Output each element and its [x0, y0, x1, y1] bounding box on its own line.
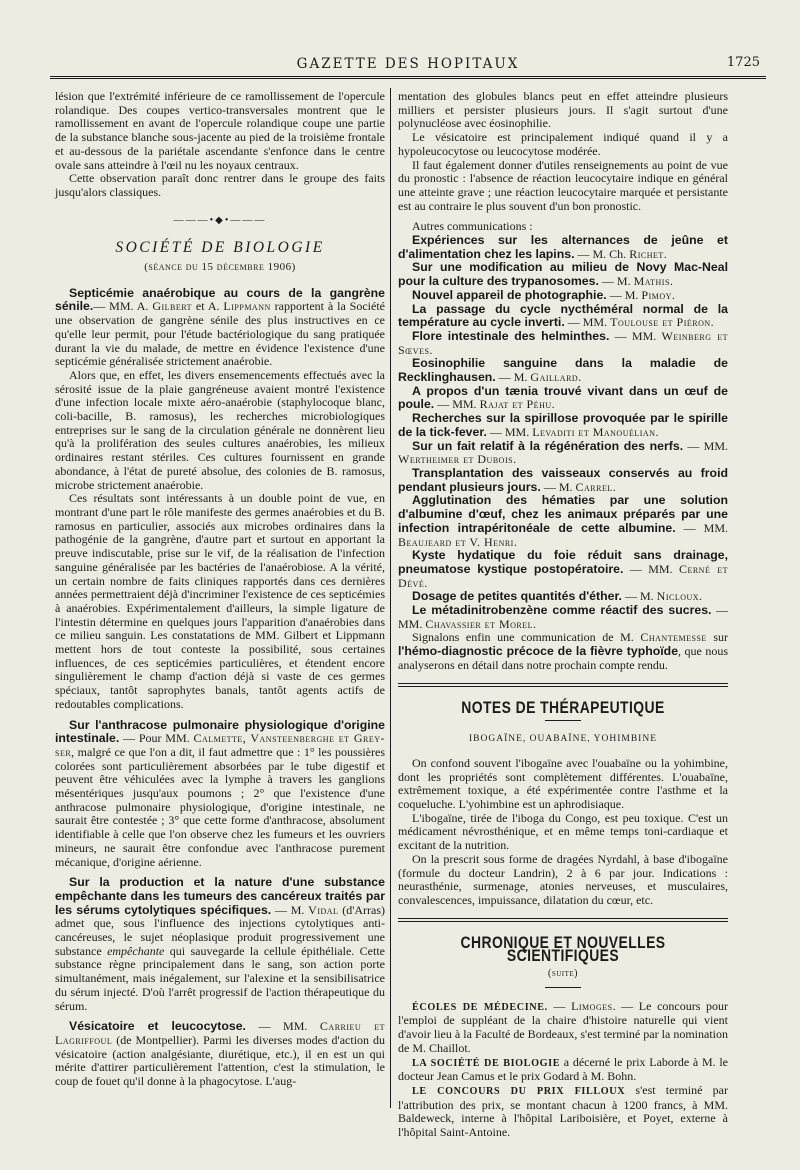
author-name: Weinberg et Sœves — [398, 328, 729, 357]
article-title: Vésicatoire et leucocytose. — [69, 1019, 246, 1034]
communication-title: Recherches sur la spirillose provoquée par le spirille de la tick-fever. — [398, 411, 728, 439]
communication-title: Kyste hydatique du foie réduit sans drainage, pneumatose kystique postopératoire. — [398, 548, 728, 576]
communication-item: Agglutination des hématies par une solution d'albumine d'œuf, chez les animaux préparés par une infection intrapéritonéale de cette albumine. — MM. Beaujeard et V. Henri. — [398, 493, 728, 549]
communication-item: Transplantation des vaisseaux conservés au froid pendant plusieurs jours. — M. Carrel. — [398, 465, 728, 494]
article-title: Sur l'anthracose pulmonaire physiologique d'origine intestinale. — [55, 717, 385, 746]
communication-title: Dosage de petites quantités d'éther. — [412, 589, 622, 604]
right-column — [398, 90, 728, 1140]
communication-item: Eosinophilie sanguine dans la maladie de Recklinghausen. — M. Gaillard. — [398, 356, 728, 385]
article-anthracose: Sur l'anthracose pulmonaire physiologique d'origine intestinale. — Pour MM. Calmette, Vansteenberghe et Grey-ser, malgré ce que l'on a dit, il faut admettre que : 1° les poussières colorées sont particulièrement absorbées par le tube digestif et peuvent être véhiculées avec la lymphe à travers les ganglions mésentériques jusqu'aux poumons ; 2° que l'existence d'une anthracose pulmonaire physiologique, d'origine intestinale, ne saurait être contestée ; 3° que cette forme d'anthracose, absolument identifiable à celle que l'on observe chez les fumeurs et les ouvriers mineurs, ne saurait être confondue avec l'anthracose purement mécanique, d'origine aérienne. — [55, 717, 385, 869]
page-header — [50, 50, 766, 76]
section-subtitle: (séance du 15 décembre 1906) — [144, 261, 296, 274]
author-name: Gilbert — [152, 299, 193, 314]
section-title: SOCIÉTÉ DE BIOLOGIE — [115, 239, 325, 257]
communication-item: Flore intestinale des helminthes. — MM. Weinberg et Sœves. — [398, 328, 729, 357]
article-septicemie: Septicémie anaérobique au cours de la gangrène sénile.— MM. A. Gilbert et A. Lippmann rapportent à la Société une observation de gangrène sénile des plus instructives en ce qu'elle leur permit, pour l'étude bactériologique du sang pratiquée durant la vie du malade, de mettre en évidence l'existence d'une septicémie généralisée strictement anaérobie. — [55, 285, 386, 369]
header-rule-2 — [50, 78, 766, 79]
page-number: 1725 — [726, 55, 760, 70]
communication-title: Transplantation des vaisseaux conservés au froid pendant plusieurs jours. — [398, 465, 728, 494]
communication-title: La passage du cycle nycthéméral normal de la température au cycle inverti. — [398, 301, 728, 330]
author-name: Beaujeard et V. Henri — [398, 534, 514, 549]
communication-title: Expériences sur les alternances de jeûne et d'alimentation chez les lapins. — [398, 233, 728, 261]
communication-item: Nouvel appareil de photographie. — M. Pimoy. — [412, 287, 675, 302]
communication-title: Eosinophilie sanguine dans la maladie de Recklinghausen. — [398, 356, 728, 385]
notes-therapeutique-title: NOTES DE THÉRAPEUTIQUE — [461, 697, 665, 717]
other-communications-label: Autres communications : — [412, 219, 533, 234]
article-vesicatoire: Vésicatoire et leucocytose. — MM. Carrieu et Lagriffoul (de Montpellier). Parmi les diverses modes d'action du vésicatoire (action analgésiante, diurétique, etc.), il en est un qui mérite d'attirer particulièrement l'attention, c'est la stimulation, le coup de fouet qu'il donne à la phagocytose. L'aug- — [55, 1019, 385, 1089]
communication-title: A propos d'un tænia trouvé vivant dans un œuf de poule. — [398, 383, 728, 412]
section-rule — [398, 918, 728, 922]
communication-item: Dosage de petites quantités d'éther. — M. Nicloux. — [412, 589, 703, 604]
author-name: Rajat et Péhu — [479, 397, 552, 412]
communication-title: Agglutination des hématies par une solution d'albumine d'œuf, chez les animaux préparés par une infection intrapéritonéale de cette albumine. — [398, 493, 728, 535]
intro-conclusion: Cette observation paraît donc rentrer dans le groupe des faits jusqu'alors classiques. — [55, 171, 385, 199]
article-paragraph: Alors que, en effet, les divers ensemencements effectués avec la sérosité issue de la plaie gangréneuse avaient montré l'existence d'une infection locale mixte aéro-anaérobie (staphylocoque blanc, coli-bacille, B. ramosus), les recherches microbiologiques entreprises sur le sang de la circulation générale ne donnèrent lieu qu'à la prolifération des seules cultures anaérobies, les milieux ordinaires restant stériles. Ces cultures fournissent en grande abondance, à l'état de pureté absolue, des colonies de B. ramosus, microbe strictement anaérobie. — [55, 367, 385, 492]
communication-title: Sur une modification au milieu de Novy Mac-Neal pour la culture des trypanosomes. — [398, 260, 728, 289]
author-name: Toulouse et Piéron — [610, 315, 711, 330]
article-title: Sur la production et la nature d'une substance empêchante dans les tumeurs des cancéreux traités par les sérums cytolytiques spécifiques. — [55, 875, 385, 917]
communication-title: Nouvel appareil de photographie. — [412, 287, 607, 302]
communication-title: Sur un fait relatif à la régénération des nerfs. — [412, 438, 684, 453]
author-name: Lippmann — [223, 299, 271, 314]
author-name: Richet — [629, 246, 664, 261]
author-name: Pimoy — [641, 287, 672, 302]
article-paragraph: Ces résultats sont intéressants à un double point de vue, en montrant d'une part le rôle manifeste des germes anaérobies et du B. ramosus en particulier, associés aux microbes ordinaires dans la pathogénie de la gangrène, d'autre part et surtout en apportant la preuve indiscutable, prise sur le vif, de la réalisation de l'infection sanguine généralisée par les bactéries de l'anaérobiose. A la vérité, un certain nombre de faits cliniques rapportés dans ces dernières années permettraient déjà d'incriminer l'existence de ces septicémies à anaérobies. Expérimentalement d'ailleurs, la simple ligature de l'intestin détermine en quelques jours l'apparition d'anaérobies dans ce milieu sanguin. Les constatations de MM. Gilbert et Lippmann mettent hors de tout conteste la possibilité, sous certaines influences, de ces septicémies particulières, et étendent encore singulièrement le champ d'action déjà si vaste de ces germes spéciaux, tantôt saprophytes banals, tantôt agents actifs de redoutables complications. — [55, 491, 385, 711]
communication-item: A propos d'un tænia trouvé vivant dans un œuf de poule. — MM. Rajat et Péhu. — [398, 383, 728, 412]
chronique-item: ÉCOLES DE MÉDECINE. — Limoges. — Le concours pour l'emploi de suppléant de la chaire d'histoire naturelle qui vient d'avoir lieu à la Faculté de Bordeaux, s'est terminé par la nomination de M. Chaillot. — [398, 998, 729, 1055]
short-rule — [545, 720, 581, 721]
author-name: Carrel — [575, 479, 613, 494]
short-rule — [545, 987, 581, 988]
communication-item: Kyste hydatique du foie réduit sans drainage, pneumatose kystique postopératoire. — MM. Cerné et Dévé. — [398, 548, 728, 590]
communication-item: Expériences sur les alternances de jeûne et d'alimentation chez les lapins. — M. Ch. Richet. — [398, 233, 728, 261]
author-name: Chavassier et Morel — [425, 616, 534, 631]
chronique-item: LE CONCOURS DU PRIX FILLOUX s'est terminé par l'attribution des prix, se montant chacun à 1200 francs, à MM. Baldeweck, interne à l'hôpital Lariboisière, et Poyet, externe à l'hôpital Saint-Antoine. — [398, 1083, 729, 1140]
drug-names: IBOGAÏNE, OUABAÏNE, YOHIMBINE — [468, 734, 658, 745]
communication-item: Le métadinitrobenzène comme réactif des sucres. — MM. Chavassier et Morel. — [398, 603, 728, 631]
paragraph: On confond souvent l'ibogaïne avec l'ouabaïne ou la yohimbine, dont les propriétés sont complètement différentes. L'ouabaïne, extrêmement toxique, a été expérimentée contre l'asthme et la coqueluche. L'yohimbine est un aphrodisiaque. — [398, 755, 728, 812]
author-name: Vidal — [308, 902, 339, 917]
communication-title: Le métadinitrobenzène comme réactif des sucres. — [412, 603, 712, 618]
author-name: Mathis — [633, 274, 670, 289]
communications-list — [398, 234, 728, 631]
author-name: Wertheimer et Dubois — [398, 452, 514, 467]
paragraph: Il faut également donner d'utiles renseignements au point de vue du pronostic : l'absence de réaction leucocytaire indique en général une atteinte grave ; une réaction leucocytaire marquée et persistante est au contraire le plus souvent d'un bon pronostic. — [398, 157, 728, 213]
ornament-divider: ———•◆•——— — [173, 214, 267, 226]
author-name: Levaditi et Manouélian — [532, 424, 656, 439]
author-name: Gaillard — [530, 370, 579, 385]
closing-communication: Signalons enfin une communication de M. Chantemesse sur l'hémo-diagnostic précoce de la fièvre typhoïde, que nous analyserons en détail dans notre prochain compte rendu. — [398, 630, 729, 672]
section-rule — [398, 683, 728, 687]
communication-item: Recherches sur la spirillose provoquée par le spirille de la tick-fever. — MM. Levaditi et Manouélian. — [398, 411, 728, 439]
author-name: Calmette, Vansteenberghe et Grey-ser — [55, 731, 385, 759]
paragraph: On la prescrit sous forme de dragées Nyrdahl, à base d'ibogaïne (formule du docteur Landrin), 2 à 6 par jour. Indications : neurasthénie, surmenage, atonies nerveuses, et musculaires, convalescences, impuissance, dilatation du cœur, etc. — [398, 851, 728, 907]
intro-paragraph: lésion que l'extrémité inférieure de ce ramollissement de l'opercule rolandique. Des coupes vertico-transversales montrent que le ramollissement en avant de l'opercule rolandique coupe une partie de la substance blanche sous-jacente au pied de la troisième frontale et au-dessous de la pariétale ascendante s'enfonce dans le centre ovale sans atteindre à l'œil nu les noyaux centraux. — [55, 89, 385, 172]
author-name: Chantemesse — [640, 630, 707, 645]
paragraph: Le vésicatoire est principalement indiqué quand il y a hypoleucocytose ou leucocytose modérée. — [398, 130, 728, 158]
author-name: Cerné et Dévé — [398, 561, 728, 590]
article-substance-empechante: Sur la production et la nature d'une substance empêchante dans les tumeurs des cancéreux traités par les sérums cytolytiques spécifiques. — M. Vidal (d'Arras) admet que, sous l'influence des injections cytolytiques anti-cancéreuses, le sujet néoplasique produit progressivement une substance empêchante qui sauvegarde la cellule épithéliale. Cette substance règne principalement dans le sang, son action porte simultanément, mais inégalement, sur l'alexine et la sensibilisatrice du sérum injecté. D'où l'arrêt progressif de l'action thérapeutique du sérum. — [55, 875, 386, 1013]
communication-item: La passage du cycle nycthéméral normal de la température au cycle inverti. — MM. Toulouse et Piéron. — [398, 301, 728, 330]
communication-item: Sur une modification au milieu de Novy Mac-Neal pour la culture des trypanosomes. — M. Mathis. — [398, 260, 728, 289]
column-separator — [390, 88, 391, 1108]
author-name: Nicloux — [656, 589, 700, 604]
communication-item: Sur un fait relatif à la régénération des nerfs. — MM. Wertheimer et Dubois. — [398, 438, 729, 467]
paragraph: L'ibogaïne, tirée de l'iboga du Congo, est peu toxique. C'est un médicament névrosthénique, et en même temps toni-cardiaque et excitant de la nutrition. — [398, 810, 728, 853]
journal-title: GAZETTE DES HOPITAUX — [296, 56, 520, 72]
chronique-subtitle: (suite) — [548, 968, 578, 980]
chronique-item: LA SOCIÉTÉ DE BIOLOGIE a décerné le prix Laborde à M. le docteur Jean Camus et le prix Godard à M. Bohn. — [398, 1054, 728, 1084]
article-title: Septicémie anaérobique au cours de la gangrène sénile. — [55, 285, 385, 314]
communication-title: Flore intestinale des helminthes. — [412, 328, 610, 343]
header-rule — [50, 76, 766, 77]
author-name: Carrieu et Lagriffoul — [55, 1019, 385, 1047]
left-column — [55, 90, 385, 1089]
continued-paragraph: mentation des globules blancs peut en effet atteindre plusieurs milliers et persister plusieurs jours. Il s'agit surtout d'une polynucléose avec éosinophilie. — [398, 89, 728, 131]
chronique-title: CHRONIQUE ET NOUVELLES SCIENTIFIQUES — [460, 932, 666, 966]
